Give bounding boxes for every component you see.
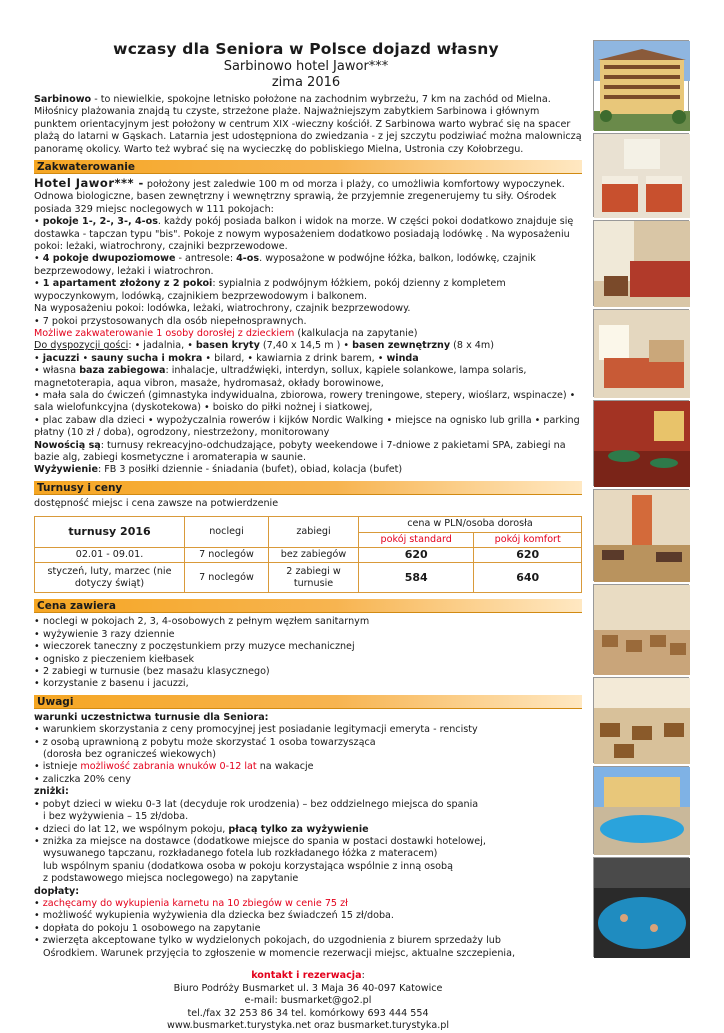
discount-item-cont: i bez wyżywienia – 15 zł/doba. [43,811,189,823]
hotel-description: Hotel Jawor*** - położony jest zaledwie 100 m od morza i plaży, co umożliwia komfortowy wypoczynek. Odnowa biologiczne, basen zewnętrzny i wewnętrzny sprawią, że przyjemnie zregenerujemy tu siły. Ośrodek posiada 329 miejsc noclegowych w 111 pokojach: [34,176,565,215]
price-table [34,516,582,593]
table-row: 02.01 - 09.01. 7 noclegów bez zabiegów 620 620 [35,548,582,563]
price-includes-list [34,616,584,690]
room-interior-photo [593,220,689,306]
rooms-apartment: • 1 apartament złożony z 2 pokoi: sypialnia z podwójnym łóżkiem, pokój dzienny z kompletem wypoczynkowym, lodówką, czajnikiem bezprzewodowym i balkonem. [34,278,506,302]
meals: Wyżywienie: FB 3 posiłki dziennie - śniadania (bufet), obiad, kolacja (bufet) [34,464,403,476]
discount-item: • dzieci do lat 12, we wspólnym pokoju, płacą tylko za wyżywienie [34,823,369,835]
document-header [36,40,576,91]
section-price-includes: Cena zawiera [34,599,582,613]
extra-item: • zachęcamy do wykupienia karnetu na 10 zbiegów w cenie 75 zł [34,897,348,909]
gym-facilities: • mała sala do ćwiczeń (gimnastyka indywidualna, zbiorowa, rowery treningowe, stepery, wioślarz, wspinacze) • sala wielofunkcyjna (dyskotekowa) • boisko do piłki nożnej i siatkowej, [34,389,576,414]
hotel-name: Hotel Jawor*** - [34,176,144,191]
rooms-equipment: Na wyposażeniu pokoi: lodówka, leżaki, wiatrochrony, czajnik bezprzewodowy. [34,303,411,315]
section-accommodation: Zakwaterowanie [34,160,582,174]
intro-paragraph [34,94,584,156]
rooms-disabled: • 7 pokoi przystosowanych dla osób niepełnosprawnych. [34,315,307,327]
extras-title: dopłaty: [34,885,80,897]
indoor-pool-photo [593,857,689,957]
hotel-exterior-photo [593,40,689,130]
discount-item-cont: wysuwanego tapczanu, rozkładanego fotela lub rozkładanego łóżka z materacem) [43,848,438,860]
contact-address: Biuro Podróży Busmarket ul. 3 Maja 36 40-097 Katowice [173,982,443,994]
list-item: • ognisko z pieczeniem kiełbasek [34,654,584,666]
discounts-title: zniżki: [34,786,69,798]
dining-hall-photo [593,677,689,763]
conditions-title: warunki uczestnictwa turnusie dla Seniora: [34,711,269,723]
lobby-photo [593,489,689,581]
rooms-standard: • pokoje 1-, 2-, 3-, 4-os. każdy pokój posiada balkon i widok na morze. W części pokoi dodatkowo znajduje się dostawka - tapczan typu "bis". Pokoje z nowym wyposażeniem dodatkowo posiadają lodówkę . Na wyposażeniu pokoi: leżaki, wiatrochrony, czajniki bezprzewodowe. [34,216,574,253]
main-content [34,94,584,1033]
col-price: cena w PLN/osoba dorosła [359,517,582,532]
condition-item: • z osobą uprawnioną z pobytu może skorzystać 1 osoba towarzysząca [34,736,376,748]
col-standard: pokój standard [359,532,474,547]
table-row: styczeń, luty, marzec (nie dotyczy świąt) 7 noclegów 2 zabiegi w turnusie 584 640 [35,563,582,593]
restaurant-photo [593,584,689,674]
availability-note: dostępność miejsc i cena zawsze na potwierdzenie [34,497,279,509]
list-item: • korzystanie z basenu i jacuzzi, [34,678,584,690]
intro-place: Sarbinowo [34,94,92,105]
col-turnusy: turnusy 2016 [35,517,185,548]
contact-email[interactable]: e-mail: busmarket@go2.pl [244,995,372,1007]
extra-item: • zwierzęta akceptowane tylko w wydzielonych pokojach, do uzgodnienia z biurem sprzedaży lub [34,935,501,947]
contact-websites[interactable]: www.busmarket.turystyka.net oraz busmarket.turystyka.pl [167,1020,449,1032]
spa-facilities: • jacuzzi • sauny sucha i mokra • bilard, • kawiarnia z drink barem, • winda [34,352,419,364]
condition-item: • zaliczka 20% ceny [34,773,131,785]
discount-item-cont: z podstawowego miejsca noclegowego) na zapytanie [43,873,299,885]
photo-column [593,40,689,960]
treatment-base: • własna baza zabiegowa: inhalacje, ultradźwięki, interdyn, sollux, kąpiele solankowe, lampa solaris, magnetoterapia, aqua vibron, masaże, hydromasaż, okłady borowinowe, [34,365,527,389]
playground-facilities: • plac zabaw dla dzieci • wypożyczalnia rowerów i kijków Nordic Walking • miejsce na ognisko lub grilla • parking płatny (10 zł / doba), ogrodzony, niestrzeżony, monitorowany [34,414,580,439]
contact-block: kontakt i rezerwacja: Biuro Podróży Busmarket ul. 3 Maja 36 40-097 Katowice e-mail: busmarket@go2.pl tel./fax 32 253 86 34 tel. komórkowy 693 444 554 www.busmarket.turystyka.net oraz busmarket.turystyka.pl [34,970,582,1033]
col-zabiegi: zabiegi [269,517,359,548]
new-offers: Nowością są: turnusy rekreacyjno-odchudzające, pobyty weekendowe i 7-dniowe z pakietami SPA, zabiegi na bazie alg, zabiegi kosmetyczne i aromaterapia w saunie. [34,439,566,463]
condition-item: • warunkiem skorzystania z ceny promocyjnej jest posiadanie legitymacji emeryta - rencisty [34,724,478,736]
section-notes: Uwagi [34,695,582,709]
rooms-twolevel: • 4 pokoje dwupoziomowe - antresole: 4-os. wyposażone w podwójne łóżka, balkon, lodówkę, czajnik bezprzewodowy, leżaki i wiatrochron. [34,253,536,277]
child-accommodation: Możliwe zakwaterowanie 1 osoby dorosłej z dzieckiem (kalkulacja na zapytanie) [34,327,418,339]
contact-phone: tel./fax 32 253 86 34 tel. komórkowy 693 444 554 [187,1007,429,1019]
extra-item: • możliwość wykupienia wyżywienia dla dziecka bez świadczeń 15 zł/doba. [34,910,394,922]
extra-item: • dopłata do pokoju 1 osobowego na zapytanie [34,922,261,934]
condition-item: • istnieje możliwość zabrania wnuków 0-12 lat na wakacje [34,761,314,773]
discount-item-cont: lub wspólnym spaniu (dodatkowa osoba w pokoju korzystająca wspólnie z inną osobą [43,860,453,872]
discount-item: • zniżka za miejsce na dostawce (dodatkowe miejsce do spania w postaci dostawki hotelowej, [34,835,486,847]
guest-facilities: Do dyspozycji gości: • jadalnia, • basen kryty (7,40 x 14,5 m ) • basen zewnętrzny (8 x 4m) [34,340,494,352]
col-noclegi: noclegi [185,517,269,548]
list-item: • 2 zabiegi w turnusie (bez masażu klasycznego) [34,666,584,678]
condition-item-cont: (dorosła bez ogranicześ wiekowych) [43,749,216,761]
discount-item: • pobyt dzieci w wieku 0-3 lat (decyduje rok urodzenia) – bez oddzielnego miejsca do spania [34,798,479,810]
list-item: • wyżywienie 3 razy dziennie [34,629,584,641]
season-label: zima 2016 [271,75,341,90]
room-beds-photo [593,309,689,397]
hotel-subtitle: Sarbinowo hotel Jawor*** [223,59,389,74]
section-turnusy: Turnusy i ceny [34,481,582,495]
list-item: • noclegi w pokojach 2, 3, 4-osobowych z pełnym węzłem sanitarnym [34,616,584,628]
contact-label: kontakt i rezerwacja [251,969,362,981]
room-twin-beds-photo [593,133,689,217]
extra-item-cont: Ośrodkiem. Warunek przyjęcia to zgłoszenie w momencie rezerwacji miejsc, aktualne szczepienia, [43,947,516,959]
col-komfort: pokój komfort [474,532,582,547]
outdoor-pool-photo [593,766,689,854]
list-item: • wieczorek taneczny z poczęstunkiem przy muzyce mechanicznej [34,641,584,653]
document-title: wczasy dla Seniora w Polsce dojazd własny [113,40,499,58]
cafe-bar-photo [593,400,689,486]
intro-text: - to niewielkie, spokojne letnisko położone na zachodnim wybrzeżu, 7 km na zachód od Mielna. Miłośnicy plażowania znajdą tu czyste, strzeżone plaże. Najważniejszym zabytkiem Sarbinowa i głównym punktem orientacyjnym jest położony w centrum XIX -wieczny kościół. Z Sarbinowa warto wybrać się na spacer plażą do latarni w Gąskach. Latarnia jest udostępniona do zwiedzania - z jej szczytu podziwiać można malowniczą panoramę okolicy. Warto też wybrać się na wycieczkę do pobliskiego Mielna, Ustronia czy Kołobrzegu. [34,94,582,155]
